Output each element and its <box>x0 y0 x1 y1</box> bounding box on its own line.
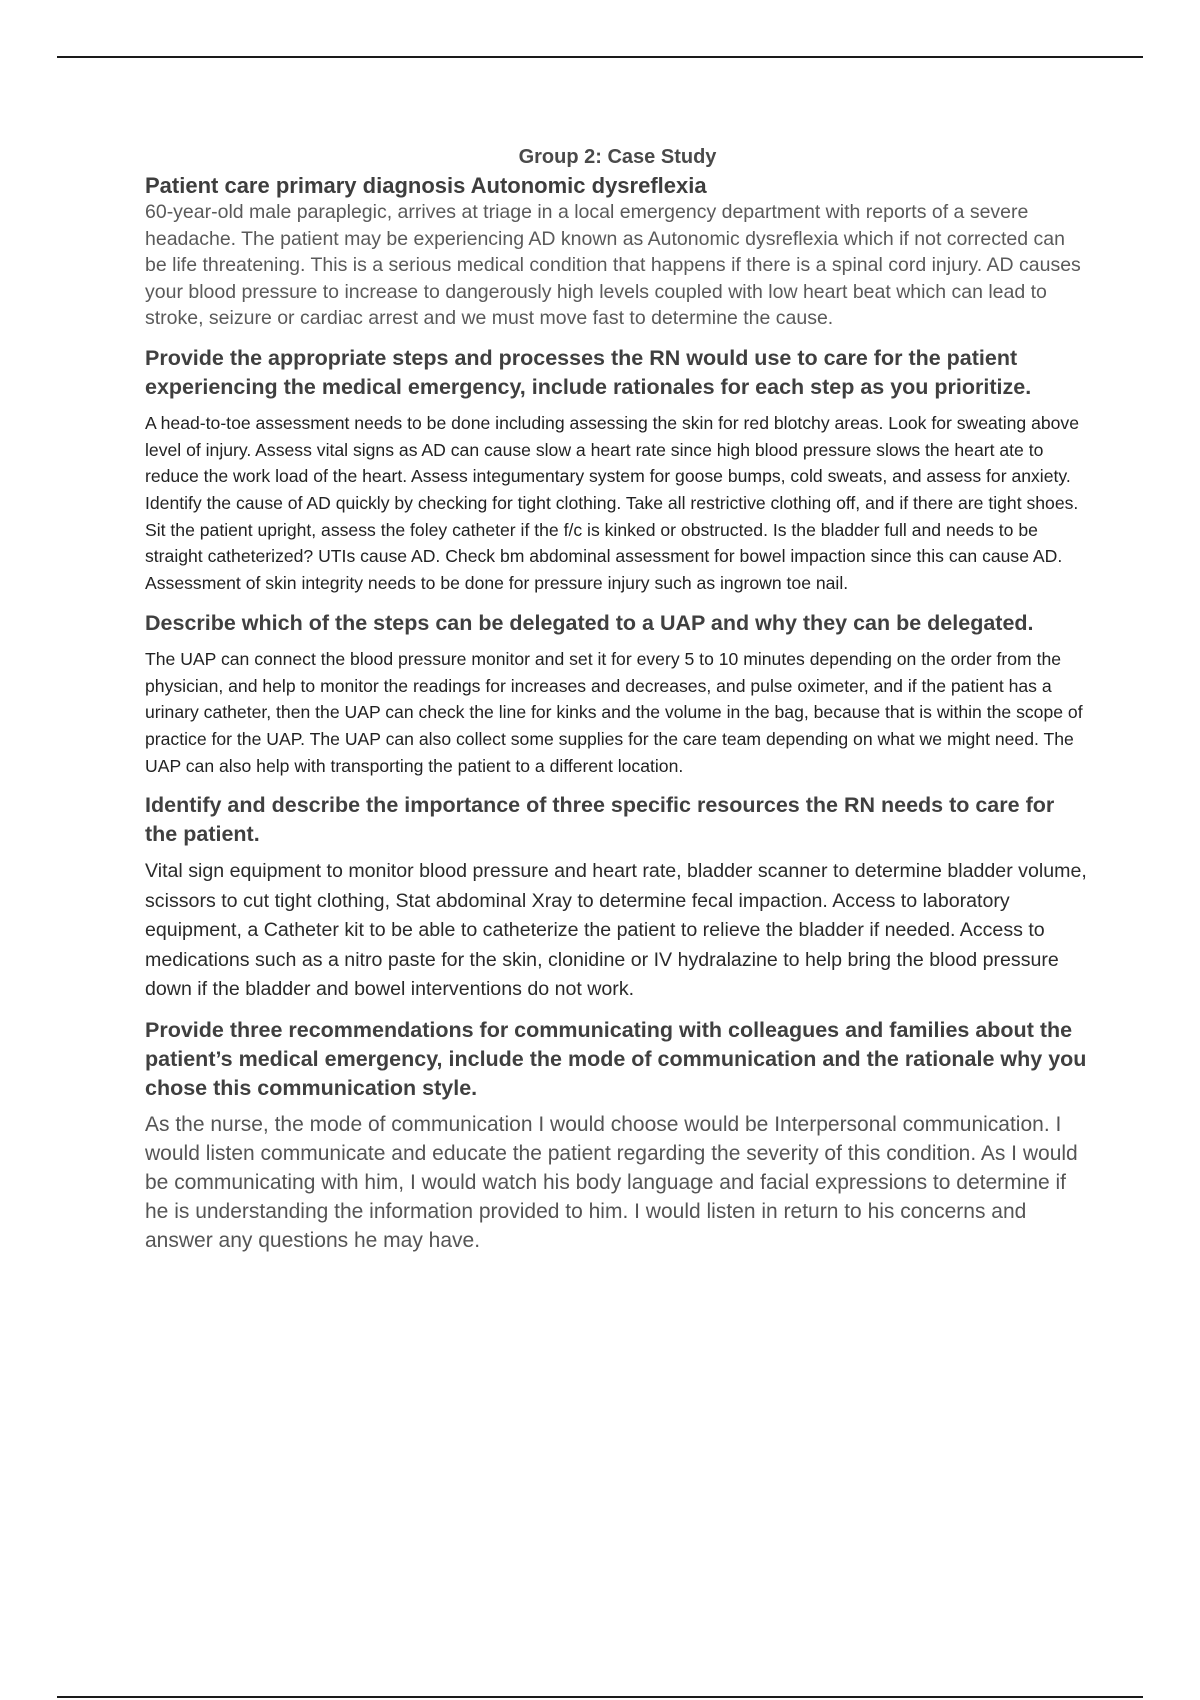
answer-resources: Vital sign equipment to monitor blood pressure and heart rate, bladder scanner to determine bladder volume, scissors to cut tight clothing, Stat abdominal Xray to determine fecal impaction. Access to laboratory equipment, a Catheter kit to be able to catheterize the patient to relieve the bladder if needed. Access to medications such as a nitro paste for the skin, clonidine or IV hydralazine to help bring the blood pressure down if the bladder and bowel interventions do not work. <box>145 860 1087 1001</box>
answer-delegation: The UAP can connect the blood pressure monitor and set it for every 5 to 10 minutes depending on the order from the physician, and help to monitor the readings for increases and decreases, and pulse oximeter, and if the patient has a urinary catheter, then the UAP can check the line for kinks and the volume in the bag, because that is within the scope of practice for the UAP. The UAP can also collect some supplies for the care team depending on what we might need. The UAP can also help with transporting the patient to a different location. <box>145 648 1083 776</box>
question-resources: Identify and describe the importance of three specific resources the RN needs to care for the patient. <box>145 793 1055 847</box>
answer-communication: As the nurse, the mode of communication I would choose would be Interpersonal communication. I would listen communicate and educate the patient regarding the severity of this condition. As I would be communicating with him, I would watch his body language and facial expressions to determine if he is understanding the information provided to him. I would listen in return to his concerns and answer any questions he may have. <box>145 1113 1078 1252</box>
document-body <box>145 144 1090 1255</box>
bottom-rule <box>57 1696 1143 1698</box>
question-care-steps: Provide the appropriate steps and processes the RN would use to care for the patient experiencing the medical emergency, include rationales for each step as you prioritize. <box>145 345 1032 399</box>
diagnosis-heading: Patient care primary diagnosis Autonomic dysreflexia <box>145 173 707 198</box>
question-communication: Provide three recommendations for communicating with colleagues and families about the patient’s medical emergency, include the mode of communication and the rationale why you chose this communication style. <box>145 1018 1087 1101</box>
case-intro: 60-year-old male paraplegic, arrives at triage in a local emergency department with reports of a severe headache. The patient may be experiencing AD known as Autonomic dysreflexia which if not corrected can be life threatening. This is a serious medical condition that happens if there is a spinal cord injury. AD causes your blood pressure to increase to dangerously high levels coupled with low heart beat which can lead to stroke, seizure or cardiac arrest and we must move fast to determine the cause. <box>145 201 1081 330</box>
top-rule <box>57 56 1143 58</box>
answer-care-steps: A head-to-toe assessment needs to be done including assessing the skin for red blotchy areas. Look for sweating above level of injury. Assess vital signs as AD can cause slow a heart rate since high blood pressure slows the heart ate to reduce the work load of the heart. Assess integumentary system for goose bumps, cold sweats, and assess for anxiety. Identify the cause of AD quickly by checking for tight clothing. Take all restrictive clothing off, and if there are tight shoes. Sit the patient upright, assess the foley catheter if the f/c is kinked or obstructed. Is the bladder full and needs to be straight catheterized? UTIs cause AD. Check bm abdominal assessment for bowel impaction since this can cause AD. Assessment of skin integrity needs to be done for pressure injury such as ingrown toe nail. <box>145 412 1080 594</box>
document-title: Group 2: Case Study <box>518 146 717 168</box>
question-delegation: Describe which of the steps can be delegated to a UAP and why they can be delegated. <box>145 610 1034 635</box>
